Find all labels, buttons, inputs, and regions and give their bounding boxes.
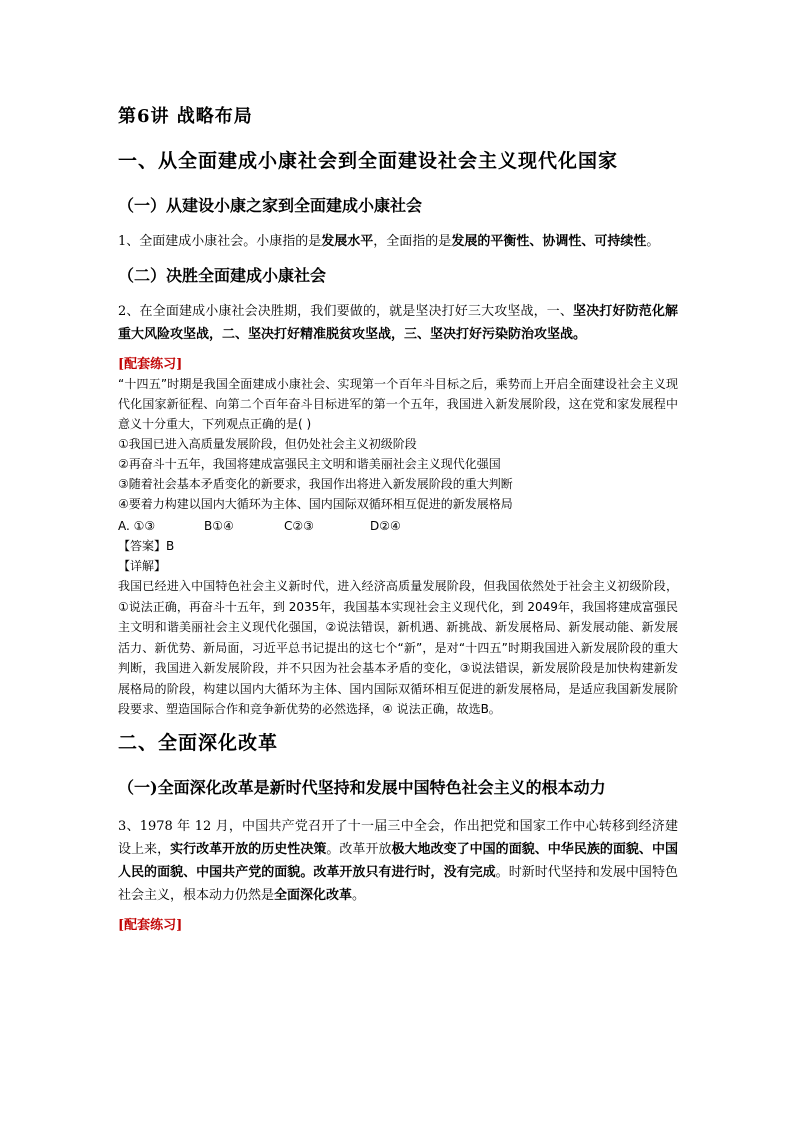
answer-choices (118, 516, 678, 536)
point-3-text-2: 。改革开放 (326, 841, 392, 857)
practice-label-2: [配套练习] (118, 917, 183, 933)
section2-heading: 二、全面深化改革 (118, 731, 279, 754)
section1-heading: 一、从全面建成小康社会到全面建设社会主义现代化国家 (118, 150, 619, 172)
point-1-text-2: ，全面指的是 (373, 234, 452, 249)
point-3-bold-2: 极大地改变了中国的面貌、中华民族的面貌、中国人民的面貌、中国共产党的面貌。改革开放只有进行时，没有完成 (118, 841, 678, 880)
option-1: ①我国已进入高质量发展阶段，但仍处社会主义初级阶段 (118, 437, 417, 451)
point-1-end: 。 (646, 234, 660, 249)
point-2-paragraph (118, 300, 678, 346)
practice-label-1: [配套练习] (118, 357, 183, 372)
detail-label: 【详解】 (118, 559, 167, 573)
answer-label: 【答案】B (118, 539, 175, 553)
option-4: ④要着力构建以国内大循环为主体、国内国际双循环相互促进的新发展格局 (118, 497, 513, 511)
point-3-text-3: 。时新时代坚持和发展中国特色社会主义，根本动力仍然是 (118, 864, 678, 903)
point-3-bold-1: 实行改革开放的历史性决策 (170, 841, 327, 857)
lecture-title: 第6讲 战略布局 (118, 106, 253, 127)
point-2-bold: 坚决打好防范化解重大风险攻坚战，二、坚决打好精准脱贫攻坚战，三、坚决打好污染防治攻坚战。 (118, 304, 678, 342)
option-2: ②再奋斗十五年，我国将建成富强民主文明和谐美丽社会主义现代化强国 (118, 457, 501, 471)
choice-c: C②③ (284, 519, 314, 533)
question-stem: “十四五”时期是我国全面建成小康社会、实现第一个百年斗目标之后，乘势而上开启全面建设社会主义现代化国家新征程、向第二个百年奋斗目标进军的第一个五年，我国进入新发展阶段，这在党和家发展程中意义十分重大，下列观点正确的是( ) (118, 377, 678, 431)
choice-d: D②④ (370, 519, 401, 533)
point-3-text: 3、1978 年 12 月，中国共产党召开了十一届三中全会，作出把党和国家工作中心转移到经济建设上来， (118, 818, 678, 857)
detail-text: 我国已经进入中国特色社会主义新时代，进入经济高质量发展阶段，但我国依然处于社会主义初级阶段，①说法正确，再奋斗十五年，到 2035年，我国基本实现社会主义现代化，到 2049年，我国将建成富强民主文明和谐美丽社会主义现代化强国，②说法错误，新机遇、新挑战、新发展格局、新发展动能、新发展活力、新优势、新局面，习近平总书记提出的这七个“新”，是对“十四五”时期我国进入新发展阶段的重大判断，我国进入新发展阶段，并不只因为社会基本矛盾的变化，③说法错误，新发展阶段是加快构建新发展格局的阶段，构建以国内大循环为主体、国内国际双循环相互促进的新发展格局，是适应我国新发展阶段要求、塑造国际合作和竞争新优势的必然选择，④ 说法正确，故选B。 (118, 579, 678, 716)
section2-sub1-heading: （一)全面深化改革是新时代坚持和发展中国特色社会主义的根本动力 (118, 777, 606, 797)
choice-a: A. ①③ (118, 519, 156, 533)
point-3-paragraph (118, 815, 678, 907)
option-3: ③随着社会基本矛盾变化的新要求，我国作出将进入新发展阶段的重大判断 (118, 477, 513, 491)
point-1-text: 1、全面建成小康社会。小康指的是 (118, 234, 322, 249)
point-1-bold-2: 发展的平衡性、协调性、可持续性 (451, 234, 647, 249)
point-1-paragraph (118, 230, 678, 253)
point-1-bold-1: 发展水平 (321, 234, 374, 249)
section1-sub1-heading: （一）从建设小康之家到全面建成小康社会 (118, 196, 423, 215)
point-3-end: 。 (352, 887, 366, 903)
section1-sub2-heading: （二）决胜全面建成小康社会 (118, 266, 327, 285)
point-2-text: 2、在全面建成小康社会决胜期，我们要做的，就是坚决打好三大攻坚战，一、 (118, 304, 574, 319)
document-page (118, 102, 678, 935)
point-3-bold-3: 全面深化改革 (274, 887, 353, 903)
choice-b: B①④ (204, 519, 234, 533)
